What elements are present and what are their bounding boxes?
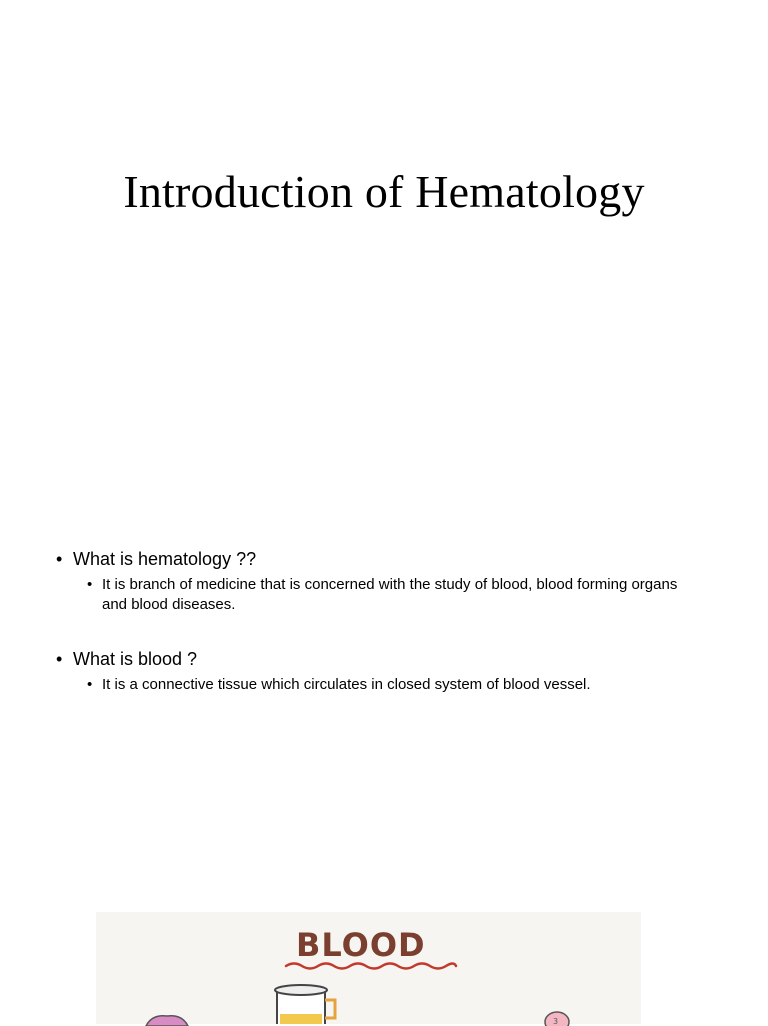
title-slide bbox=[0, 0, 768, 500]
illustration-slide bbox=[0, 900, 768, 1024]
bullet-answer: • It is a connective tissue which circulates in closed system of blood vessel. bbox=[56, 675, 682, 695]
bullet-group-hematology bbox=[56, 547, 716, 615]
content-slide bbox=[0, 500, 768, 900]
test-tube-beaker-icon bbox=[271, 984, 351, 1024]
bullet-list bbox=[56, 547, 716, 727]
blood-illustration bbox=[96, 912, 641, 1024]
wavy-underline-icon bbox=[284, 960, 459, 972]
bullet-answer: • It is branch of medicine that is concerned with the study of blood, blood forming organs and blood diseases. bbox=[56, 575, 682, 615]
bullet-group-blood bbox=[56, 647, 716, 695]
illustration-title: BLOOD bbox=[296, 926, 426, 964]
slide-title: Introduction of Hematology bbox=[123, 166, 645, 217]
platelet-icon bbox=[542, 1008, 572, 1026]
bullet-question: • What is hematology ?? bbox=[56, 547, 716, 571]
svg-text:3: 3 bbox=[553, 1017, 559, 1026]
bullet-question: • What is blood ? bbox=[56, 647, 716, 671]
